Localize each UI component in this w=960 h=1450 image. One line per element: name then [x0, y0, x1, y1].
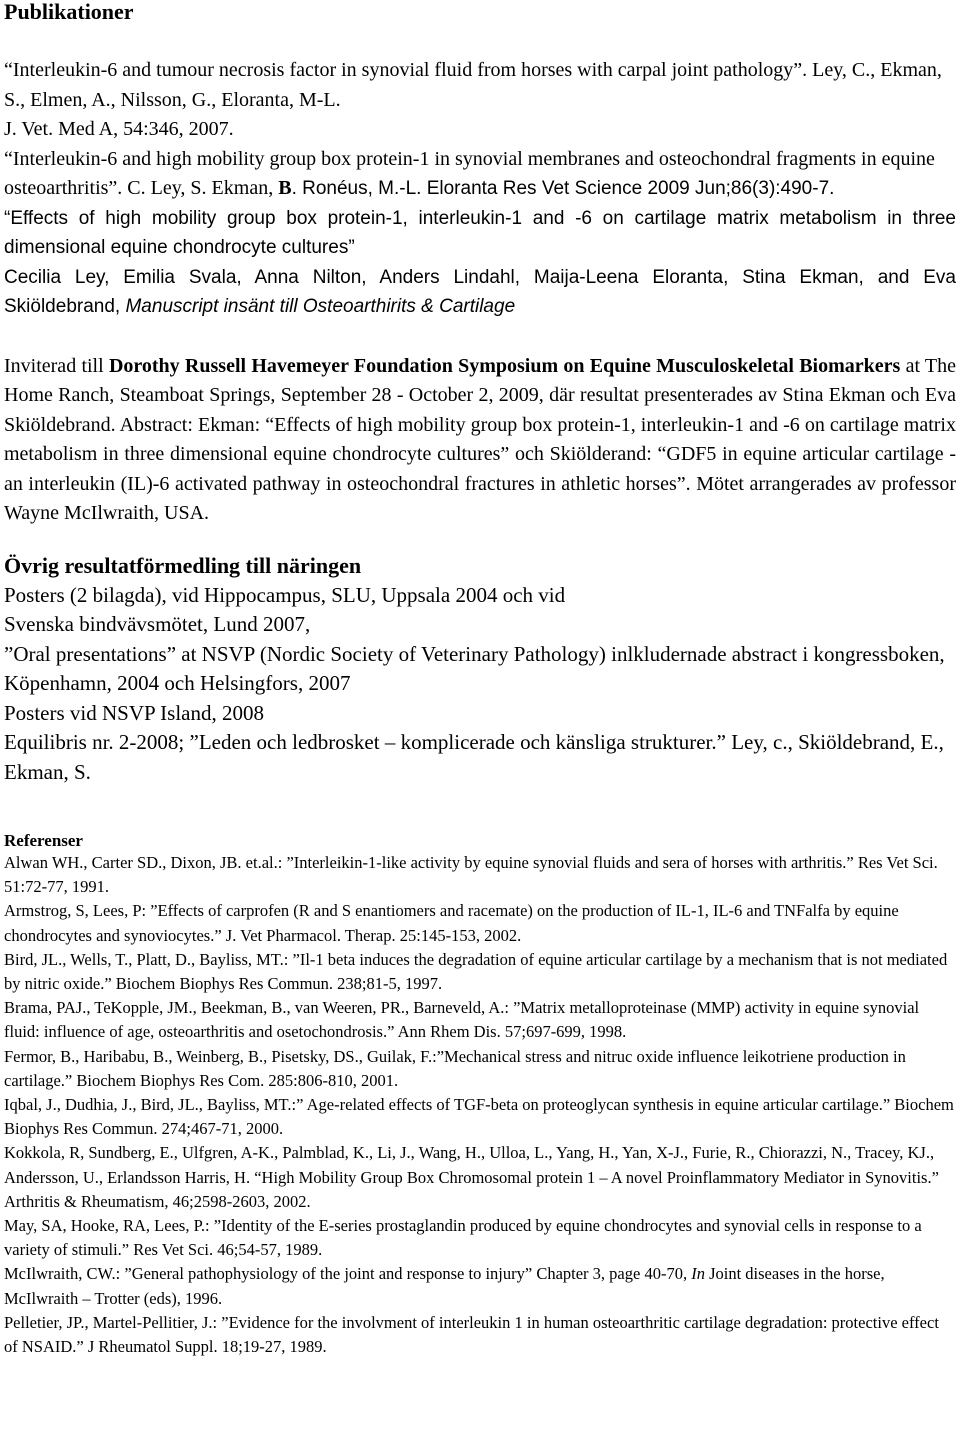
publication-2: [4, 145, 956, 204]
publication-2-authors: . Ronéus, M.-L. Eloranta Res Vet Science 2009 Jun;86(3):490-7.: [291, 178, 835, 199]
ovrig-line: ”Oral presentations” at NSVP (Nordic Society of Veterinary Pathology) inlkludernade abstract i kongressboken, Köpenhamn, 2004 och Helsingfors, 2007: [4, 641, 945, 695]
reference-item: Bird, JL., Wells, T., Platt, D., Bayliss, MT.: ”Il-1 beta induces the degradation of equine articular cartilage by a mechanism that is not mediated by nitric oxide.” Biochem Biophys Res Commun. 238;81-5, 1997.: [4, 949, 948, 994]
reference-item-mcilwraith: [4, 1262, 956, 1310]
reference-item: Pelletier, JP., Martel-Pellitier, J.: ”Evidence for the involvment of interleukin 1 in human osteoarthritic cartilage degradation: protective effect of NSAID.” J Rheumatol Suppl. 18;19-27, 1989.: [4, 1312, 939, 1357]
ovrig-heading: Övrig resultatförmedling till näringen: [4, 552, 362, 578]
reference-item: May, SA, Hooke, RA, Lees, P.: ”Identity of the E-series prostaglandin produced by equine chondrocytes and synovial cells in response to a variety of stimuli.” Res Vet Sci. 46;54-57, 1989.: [4, 1216, 922, 1260]
invited-body: at The Home Ranch, Steamboat Springs, September 28 - October 2, 2009, där resultat presenterades av Stina Ekman och Eva Skiöldebrand. Abstract: Ekman: “Effects of high mobility group box protein-1, interleukin-1 and -6 on cartilage matrix metabolism in three dimensional equine chondrocyte cultures” och Skiölderand: “GDF5 in equine articular cartilage - an interleukin (IL)-6 activated pathway in osteochondral fractures in athletic horses”. Mötet arrangerades av professor Wayne McIlwraith, USA.: [4, 354, 956, 524]
invited-symposium-name: Dorothy Russell Havemeyer Foundation Symposium on Equine Musculoskeletal Biomarkers: [108, 354, 901, 377]
reference-item: Fermor, B., Haribabu, B., Weinberg, B., Pisetsky, DS., Guilak, F.:”Mechanical stress and nitruc oxide influence leikotriene production in cartilage.” Biochem Biophys Res Com. 285:806-810, 2001.: [4, 1046, 906, 1090]
ovrig-list: [4, 581, 956, 788]
ovrig-line: Posters vid NSVP Island, 2008: [4, 700, 264, 725]
invited-intro: Inviterad till: [4, 354, 109, 377]
reference-text: Joint diseases in the horse, McIlwraith – Trotter (eds), 1996.: [4, 1264, 885, 1308]
ovrig-line: Svenska bindvävsmötet, Lund 2007,: [4, 612, 311, 636]
publication-2-bold-initial: B: [273, 177, 292, 199]
publication-3-sep: ,: [114, 296, 121, 317]
publication-3-authors: Cecilia Ley, Emilia Svala, Anna Nilton, Anders Lindahl, Maija-Leena Eloranta, Stina Ekman, and Eva Skiöldebrand: [4, 266, 956, 317]
reference-item: Brama, PAJ., TeKopple, JM., Beekman, B., van Weeren, PR., Barneveld, A.: ”Matrix metalloproteinase (MMP) activity in equine synovial fluid: influence of age, osteoarthritis and osetochondrosis.” Ann Rhem Dis. 57;697-699, 1998.: [4, 998, 920, 1042]
publication-1: [4, 56, 956, 145]
referenser-heading: Referenser: [4, 831, 83, 850]
reference-item: Iqbal, J., Dudhia, J., Bird, JL., Bayliss, MT.:” Age-related effects of TGF-beta on proteoglycan synthesis in equine articular cartilage.” Biochem Biophys Res Commun. 274;467-71, 2000.: [4, 1095, 954, 1139]
reference-item: Alwan WH., Carter SD., Dixon, JB. et.al.: ”Interleikin-1-like activity by equine synovial fluids and sera of horses with arthritis.” Res Vet Sci. 51:72-77, 1991.: [4, 853, 938, 897]
publication-3: [4, 204, 956, 322]
reference-item: Armstrog, S, Lees, P: ”Effects of carprofen (R and S enantiomers and racemate) on the production of IL-1, IL-6 and TNFalfa by equine chondrocytes and synoviocytes.” J. Vet Pharmacol. Therap. 25:145-153, 2002.: [4, 901, 899, 945]
reference-text: McIlwraith, CW.: ”General pathophysiology of the joint and response to injury” Chapter 3, page 40-70,: [4, 1264, 692, 1284]
publikationer-heading: Publikationer: [4, 0, 134, 24]
reference-list: [4, 851, 956, 1359]
publication-1-journal: J. Vet. Med A, 54:346, 2007.: [4, 118, 234, 140]
reference-italic-in: In: [691, 1264, 705, 1284]
ovrig-line: Equilibris nr. 2-2008; ”Leden och ledbrosket – komplicerade och känsliga strukturer.” Ley, c., Skiöldebrand, E., Ekman, S.: [4, 730, 944, 784]
invited-paragraph: [4, 352, 956, 529]
publication-3-note: Manuscript insänt till Osteoarthirits & Cartilage: [120, 296, 516, 317]
publication-1-text: “Interleukin-6 and tumour necrosis factor in synovial fluid from horses with carpal joint pathology”. Ley, C., Ekman, S., Elmen, A., Nilsson, G., Eloranta, M-L.: [4, 59, 942, 111]
publication-2-text: “Interleukin-6 and high mobility group box protein-1 in synovial membranes and osteochondral fragments in equine osteoarthritis”. C. Ley, S. Ekman,: [4, 147, 935, 199]
publication-list: [4, 56, 956, 322]
reference-item: Kokkola, R, Sundberg, E., Ulfgren, A-K., Palmblad, K., Li, J., Wang, H., Ulloa, L., Yang, H., Yan, X-J., Furie, R., Chiorazzi, N., Tracey, KJ., Andersson, U., Erlandsson Harris, H. “High Mobility Group Box Chromosomal protein 1 – A novel Proinflammatory Mediator in Synovitis.” Arthritis & Rheumatism, 46;2598-2603, 2002.: [4, 1143, 939, 1211]
publication-3-title: “Effects of high mobility group box protein-1, interleukin-1 and -6 on cartilage matrix metabolism in three dimensional equine chondrocyte cultures”: [4, 207, 956, 258]
ovrig-line: Posters (2 bilagda), vid Hippocampus, SLU, Uppsala 2004 och vid: [4, 582, 566, 607]
